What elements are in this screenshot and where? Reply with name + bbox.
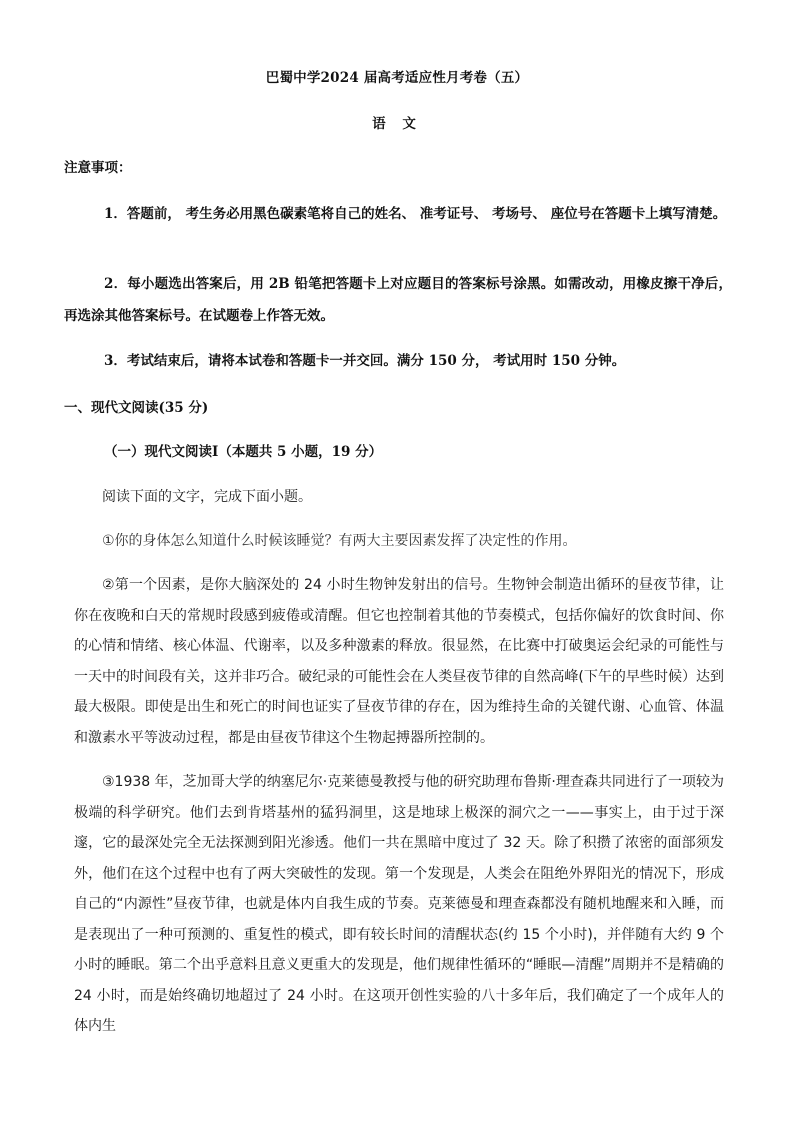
notice-item-2: 2．每小题选出答案后，用 2B 铅笔把答题卡上对应题目的答案标号涂黑。如需改动，用橡皮擦干净后，再选涂其他答案标号。在试题卷上作答无效。 xyxy=(64,276,732,324)
subject-title: 语 文 xyxy=(372,116,422,132)
passage-paragraph-2: ②第一个因素，是你大脑深处的 24 小时生物钟发射出的信号。生物钟会制造出循环的昼夜节律，让你在夜晚和白天的常规时段感到疲倦或清醒。但它也控制着其他的节奏模式，包括你偏好的饮食时间、你的心情和情绪、核心体温、代谢率，以及多种激素的释放。很显然，在比赛中打破奥运会纪录的可能性与一天中的时间段有关，这并非巧合。破纪录的可能性会在人类昼夜节律的自然高峰(下午的早些时候）达到最大极限。即使是出生和死亡的时间也证实了昼夜节律的存在，因为维持生命的关键代谢、心血管、体温和激素水平等波动过程，都是由昼夜节律这个生物起搏器所控制的。 xyxy=(74,577,724,746)
notice-heading: 注意事项： xyxy=(64,160,132,176)
notice-item-3: 3．考试结束后，请将本试卷和答题卡一并交回。满分 150 分， 考试用时 150 分钟。 xyxy=(104,353,626,369)
passage-paragraph-1: ①你的身体怎么知道什么时候该睡觉？有两大主要因素发挥了决定性的作用。 xyxy=(102,533,577,549)
reading-instruction: 阅读下面的文字，完成下面小题。 xyxy=(102,489,312,505)
passage-paragraph-3: ③1938 年，芝加哥大学的纳塞尼尔·克莱德曼教授与他的研究助理布鲁斯·理查森共同进行了一项较为极端的科学研究。他们去到肯塔基州的猛犸洞里，这是地球上极深的洞穴之一——事实上，由于过于深邃，它的最深处完全无法探测到阳光渗透。他们一共在黑暗中度过了 32 天。除了积攒了浓密的面部须发外，他们在这个过程中也有了两大突破性的发现。第一个发现是，人类会在阻绝外界阳光的情况下，形成自己的“内源性”昼夜节律，也就是体内自我生成的节奏。克莱德曼和理查森都没有随机地醒来和入睡，而是表现出了一种可预测的、重复性的模式，即有较长时间的清醒状态(约 15 个小时)，并伴随有大约 9 个小时的睡眠。第二个出乎意料且意义更重大的发现是，他们规律性循环的“睡眠—清醒”周期并不是精确的 24 小时，而是始终确切地超过了 24 小时。在这项开创性实验的八十多年后，我们确定了一个成年人的体内生 xyxy=(74,774,724,1034)
subsection-heading: （一）现代文阅读Ⅰ（本题共 5 小题，19 分） xyxy=(104,444,383,460)
exam-title: 巴蜀中学2024 届高考适应性月考卷（五） xyxy=(265,70,529,86)
notice-item-1: 1．答题前， 考生务必用黑色碳素笔将自己的姓名、 准考证号、 考场号、 座位号在答题卡上填写清楚。 xyxy=(104,206,727,222)
section-heading: 一、现代文阅读(35 分) xyxy=(64,400,209,416)
